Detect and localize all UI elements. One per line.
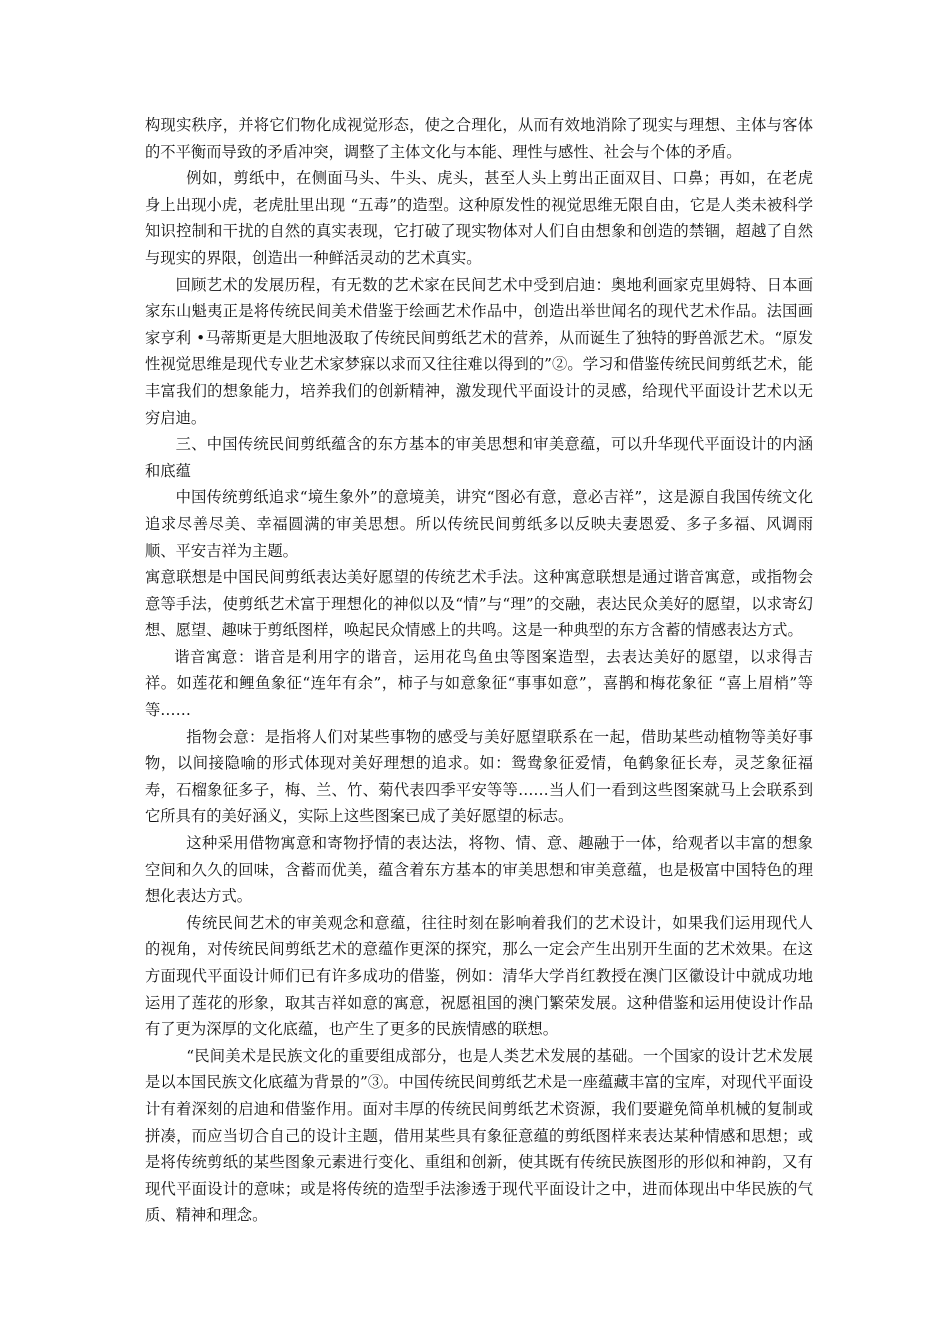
paragraph-artistic-conception: 中国传统剪纸追求“境生象外”的意境美，讲究“图必有意，意必吉祥”，这是源自我国传统文化追求尽善尽美、幸福圆满的审美思想。所以传统民间剪纸多以反映夫妻恩爱、多子多福、风调雨顺、平安吉祥为主题。 (145, 488, 813, 560)
paragraph-papercut-example: 例如，剪纸中，在侧面马头、牛头、虎头，甚至人头上剪出正面双目、口鼻；再如，在老虎身上出现小虎，老虎肚里出现 “五毒”的造型。这种原发性的视觉思维无限自由，它是人类未被科学知识控制和干扰的自然的真实表现，它打破了现实物体对人们自由想象和创造的禁锢，超越了自然与现实的界限，创造出一种鲜活灵动的艺术真实。 (145, 169, 813, 267)
section-heading-three: 三、中国传统民间剪纸蕴含的东方基本的审美思想和审美意蕴，可以升华现代平面设计的内涵和底蕴 (145, 435, 813, 480)
paragraph-folk-art-foundation: “民间美术是民族文化的重要组成部分，也是人类艺术发展的基础。一个国家的设计艺术发展是以本国民族文化底蕴为背景的”③。中国传统民间剪纸艺术是一座蕴藏丰富的宝库，对现代平面设计有着深刻的启迪和借鉴作用。面对丰厚的传统民间剪纸艺术资源，我们要避免简单机械的复制或拼凑，而应当切合自己的设计主题，借用某些具有象征意蕴的剪纸图样来表达某种情感和思想；或是将传统剪纸的某些图象元素进行变化、重组和创新，使其既有传统民族图形的形似和神韵，又有现代平面设计的意味；或是将传统的造型手法渗透于现代平面设计之中，进而体现出中华民族的气质、精神和理念。 (145, 1046, 813, 1225)
paragraph-design-influence: 传统民间艺术的审美观念和意蕴，往往时刻在影响着我们的艺术设计，如果我们运用现代人的视角，对传统民间剪纸艺术的意蕴作更深的探究，那么一定会产生出别开生面的艺术效果。在这方面现代平面设计师们已有许多成功的借鉴，例如：清华大学肖红教授在澳门区徽设计中就成功地运用了莲花的形象，取其吉祥如意的寓意，祝愿祖国的澳门繁荣发展。这种借鉴和运用使设计作品有了更为深厚的文化底蕴，也产生了更多的民族情感的联想。 (145, 913, 813, 1039)
paragraph-symbolic-association: 寓意联想是中国民间剪纸表达美好愿望的传统艺术手法。这种寓意联想是通过谐音寓意，或指物会意等手法，使剪纸艺术富于理想化的神似以及“情”与“理”的交融，表达民众美好的愿望，以求寄幻想、愿望、趣味于剪纸图样，唤起民众情感上的共鸣。这是一种典型的东方含蓄的情感表达方式。 (145, 568, 813, 640)
paragraph-object-meaning: 指物会意：是指将人们对某些事物的感受与美好愿望联系在一起，借助某些动植物等美好事物，以间接隐喻的形式体现对美好理想的追求。如：鸳鸯象征爱情，龟鹤象征长寿，灵芝象征福寿，石榴象征多子，梅、兰、竹、菊代表四季平安等等……当人们一看到这些图案就马上会联系到它所具有的美好涵义，实际上这些图案已成了美好愿望的标志。 (145, 727, 813, 826)
article-body (145, 112, 813, 1229)
paragraph-continuation: 构现实秩序，并将它们物化成视觉形态，使之合理化，从而有效地消除了现实与理想、主体与客体的不平衡而导致的矛盾冲突，调整了主体文化与本能、理性与感性、社会与个体的矛盾。 (145, 116, 813, 161)
paragraph-art-history: 回顾艺术的发展历程，有无数的艺术家在民间艺术中受到启迪：奥地利画家克里姆特、日本画家东山魁夷正是将传统民间美术借鉴于绘画艺术作品中，创造出举世闻名的现代艺术作品。法国画家亨利 •马蒂斯更是大胆地汲取了传统民间剪纸艺术的营养，从而诞生了独特的野兽派艺术。“原发性视觉思维是现代专业艺术家梦寐以求而又往往难以得到的”②。学习和借鉴传统民间剪纸艺术，能丰富我们的想象能力，培养我们的创新精神，激发现代平面设计的灵感，给现代平面设计艺术以无穷启迪。 (145, 275, 813, 427)
paragraph-homophone-meaning: 谐音寓意：谐音是利用字的谐音，运用花鸟鱼虫等图案造型，去表达美好的愿望，以求得吉祥。如莲花和鲤鱼象征“连年有余”，柿子与如意象征“事事如意”，喜鹊和梅花象征 “喜上眉梢”等等…… (145, 647, 813, 720)
paragraph-expression-method: 这种采用借物寓意和寄物抒情的表达法，将物、情、意、趣融于一体，给观者以丰富的想象空间和久久的回味，含蓄而优美，蕴含着东方基本的审美思想和审美意蕴，也是极富中国特色的理想化表达方式。 (145, 834, 813, 906)
